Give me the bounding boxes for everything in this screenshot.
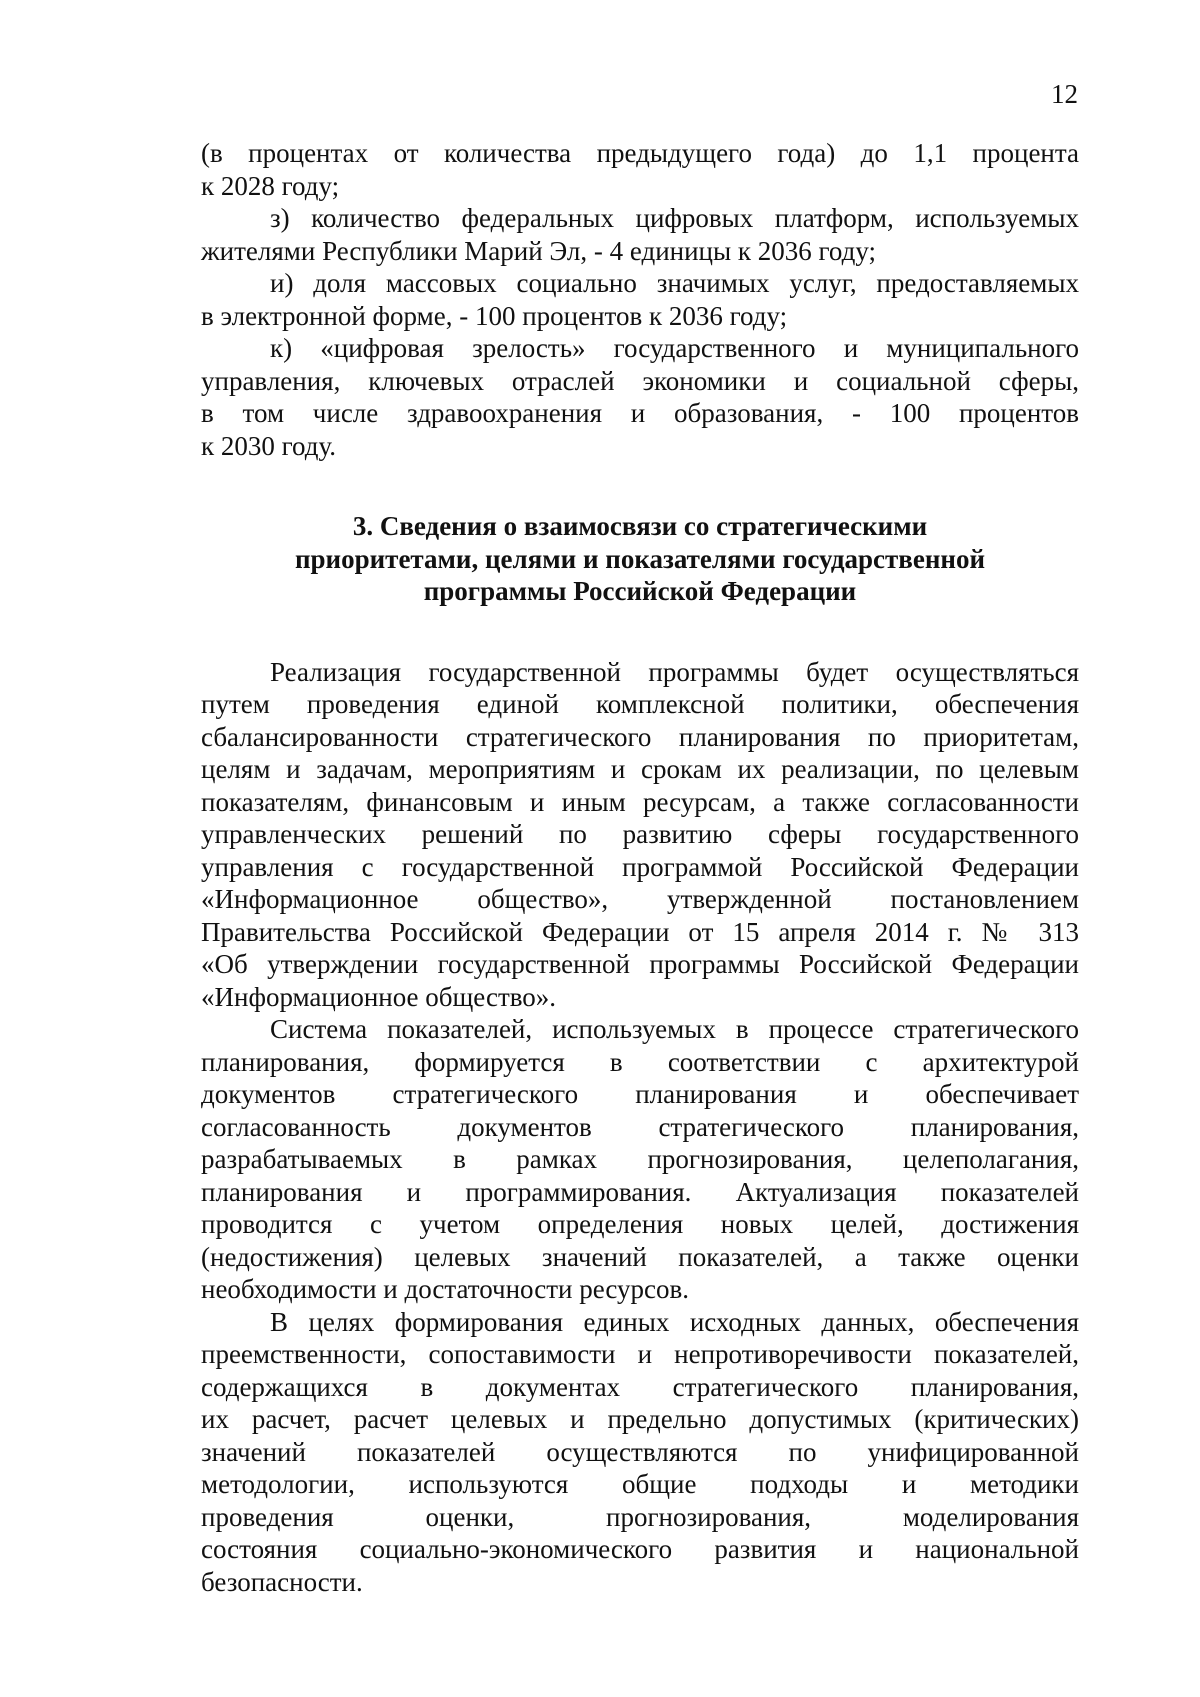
section-heading — [201, 510, 1079, 608]
text-line: управления с государственной программой Российской Федерации — [201, 851, 1079, 882]
text-line: планирования и программирования. Актуализация показателей — [201, 1176, 1079, 1207]
text-line: разрабатываемых в рамках прогнозирования, целеполагания, — [201, 1144, 1079, 1174]
text-line: проведения оценки, прогнозирования, моделирования — [201, 1501, 1079, 1532]
text-line: «Информационное общество», утвержденной постановлением — [201, 884, 1079, 914]
text-line: содержащихся в документах стратегического планирования, — [201, 1371, 1079, 1402]
text-line: Правительства Российской Федерации от 15 апреля 2014 г. № 313 — [201, 916, 1079, 947]
body-paragraph — [201, 656, 1079, 1014]
text-line: состояния социально-экономического развития и национальной — [201, 1534, 1079, 1564]
text-line: методологии, используются общие подходы и методики — [201, 1469, 1079, 1499]
text-line: к 2028 году; — [201, 170, 340, 201]
page-content — [201, 137, 1079, 1598]
text-line: «Информационное общество». — [201, 981, 557, 1012]
text-line: жителями Республики Марий Эл, - 4 единицы к 2036 году; — [201, 235, 877, 266]
text-line: з) количество федеральных цифровых платформ, используемых — [270, 203, 1079, 233]
text-line: к 2030 году. — [201, 430, 337, 461]
text-line: значений показателей осуществляются по унифицированной — [201, 1436, 1079, 1467]
text-line: их расчет, расчет целевых и предельно допустимых (критических) — [201, 1404, 1079, 1434]
text-line: в том числе здравоохранения и образования, - 100 процентов — [201, 398, 1079, 428]
text-line: планирования, формируется в соответствии с архитектурой — [201, 1046, 1079, 1077]
text-line: «Об утверждении государственной программы Российской Федерации — [201, 949, 1079, 979]
text-line: управленческих решений по развитию сферы государственного — [201, 819, 1079, 849]
text-line: необходимости и достаточности ресурсов. — [201, 1274, 689, 1304]
text-line: Реализация государственной программы будет осуществляться — [270, 656, 1079, 687]
text-line: (недостижения) целевых значений показателей, а также оценки — [201, 1241, 1079, 1272]
text-line: согласованность документов стратегического планирования, — [201, 1111, 1079, 1142]
body-paragraph — [201, 1013, 1079, 1306]
text-line: сбалансированности стратегического планирования по приоритетам, — [201, 721, 1079, 752]
text-line: преемственности, сопоставимости и непротиворечивости показателей, — [201, 1339, 1079, 1369]
text-line: и) доля массовых социально значимых услуг, предоставляемых — [270, 268, 1079, 298]
text-line: Система показателей, используемых в процессе стратегического — [270, 1014, 1079, 1044]
intro-paragraph — [201, 137, 1079, 462]
text-line: проводится с учетом определения новых целей, достижения — [201, 1209, 1079, 1239]
page-number: 12 — [1051, 79, 1078, 109]
text-line: показателям, финансовым и иным ресурсам, а также согласованности — [201, 786, 1079, 817]
text-line: в электронной форме, - 100 процентов к 2036 году; — [201, 300, 788, 331]
text-line: путем проведения единой комплексной политики, обеспечения — [201, 689, 1079, 719]
heading-line: программы Российской Федерации — [423, 576, 857, 606]
text-line: документов стратегического планирования и обеспечивает — [201, 1079, 1079, 1109]
text-line: В целях формирования единых исходных данных, обеспечения — [270, 1306, 1079, 1337]
text-line: (в процентах от количества предыдущего года) до 1,1 процента — [201, 138, 1079, 168]
text-line: управления, ключевых отраслей экономики и социальной сферы, — [201, 365, 1079, 396]
heading-line: 3. Сведения о взаимосвязи со стратегическими — [352, 511, 928, 541]
text-line: целям и задачам, мероприятиям и срокам их реализации, по целевым — [201, 754, 1079, 784]
heading-line: приоритетами, целями и показателями государственной — [294, 543, 986, 574]
text-line: безопасности. — [201, 1566, 363, 1597]
text-line: к) «цифровая зрелость» государственного и муниципального — [270, 333, 1079, 363]
body-paragraph — [201, 1306, 1079, 1599]
